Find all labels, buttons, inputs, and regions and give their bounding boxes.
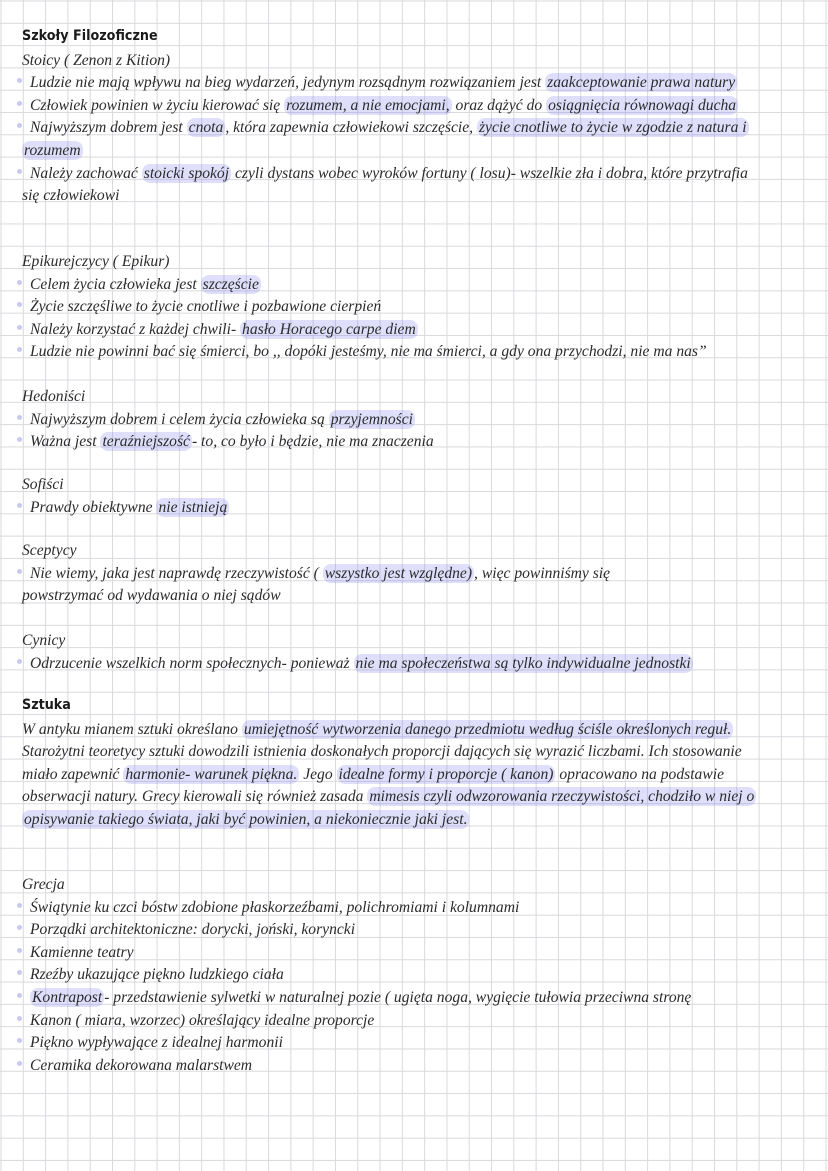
bullet-icon	[17, 325, 22, 330]
subheading	[22, 387, 85, 407]
highlighted-text: idealne formy i proporcje ( kanon)	[338, 765, 554, 783]
bullet-item	[30, 297, 381, 317]
text-segment: Grecja	[22, 876, 65, 893]
highlighted-text: wszystko jest względne)	[324, 564, 473, 582]
bullet-item	[30, 410, 415, 430]
bullet-icon	[17, 169, 22, 174]
highlighted-text: przyjemności	[330, 410, 413, 428]
highlighted-text: opisywanie takiego świata, jaki być powinien, a niekoniecznie jaki jest.	[24, 811, 468, 828]
bullet-icon	[17, 903, 22, 908]
text-segment: - przedstawienie sylwetki w naturalnej pozie ( ugięta noga, wygięcie tułowia przeciwna stronę	[104, 989, 692, 1006]
text-segment: - to, co było i będzie, nie ma znaczenia	[191, 433, 434, 451]
highlighted-text: życie cnotliwe to życie w zgodzie z natura i	[478, 119, 747, 137]
text-segment: Kanon ( miara, wzorzec) określający idealne proporcje	[30, 1011, 375, 1029]
text-segment: Należy korzystać z każdej chwili-	[30, 320, 241, 338]
text-line	[22, 141, 83, 161]
bullet-item	[30, 320, 418, 340]
highlighted-text: harmonie- warunek piękna.	[125, 765, 298, 783]
text-segment: Stoicy ( Zenon z Kition)	[22, 51, 171, 69]
bullet-icon	[17, 302, 22, 307]
bullet-icon	[17, 437, 22, 442]
text-segment: Nie wiemy, jaka jest naprawdę rzeczywistość (	[30, 564, 323, 582]
text-segment: Starożytni teoretycy sztuki dowodzili istnienia doskonałych proporcji dających się wyrazić liczbami. Ich stosowanie	[22, 743, 742, 761]
bullet-item	[30, 73, 737, 93]
text-segment: powstrzymać od wydawania o niej sądów	[22, 587, 281, 605]
text-segment: opracowano na podstawie	[555, 765, 724, 783]
text-segment: , więc powinniśmy się	[474, 564, 611, 582]
text-segment: Prawdy obiektywne	[30, 498, 157, 516]
text-segment: Ludzie nie powinni bać się śmierci, bo ,, dopóki jesteśmy, nie ma śmierci, a gdy ona przychodzi, nie ma nas”	[30, 343, 707, 361]
bullet-item	[30, 988, 691, 1008]
bullet-item	[30, 654, 693, 674]
bullet-item	[30, 943, 134, 963]
bullet-icon	[17, 280, 22, 285]
bullet-item	[30, 96, 738, 116]
text-segment: Celem życia człowieka jest	[30, 275, 201, 293]
bullet-icon	[17, 1061, 22, 1066]
bullet-icon	[17, 569, 22, 574]
section-heading: Sztuka	[22, 697, 71, 713]
text-line	[22, 586, 281, 606]
text-segment: Rzeźby ukazujące piękno ludzkiego ciała	[30, 966, 284, 984]
text-line	[22, 720, 733, 740]
text-segment: Świątynie ku czci bóstw zdobione płaskorzeźbami, polichromiami i kolumnami	[30, 898, 520, 916]
bullet-item	[30, 498, 229, 518]
text-segment: Hedoniści	[22, 388, 86, 405]
text-segment: Odrzucenie wszelkich norm społecznych- ponieważ	[30, 654, 354, 672]
section-heading: Szkoły Filozoficzne	[22, 28, 158, 44]
subheading	[22, 252, 170, 272]
text-segment: Epikurejczycy ( Epikur)	[22, 253, 170, 270]
highlighted-text: hasło Horacego carpe diem	[242, 320, 416, 338]
subheading	[22, 51, 170, 71]
bullet-item	[30, 898, 519, 918]
text-segment: się człowiekowi	[22, 187, 120, 205]
text-segment: Cynicy	[22, 632, 66, 649]
bullet-icon	[17, 659, 22, 664]
text-segment: oraz dążyć do	[451, 96, 547, 114]
bullet-icon	[17, 1038, 22, 1043]
text-segment: czyli dystans wobec wyroków fortuny ( losu)- wszelkie zła i dobra, które przytrafia	[231, 164, 748, 182]
highlighted-text: umiejętność wytworzenia danego przedmiotu według ściśle określonych reguł.	[243, 720, 732, 738]
text-line	[22, 765, 724, 785]
bullet-item	[30, 342, 707, 362]
bullet-icon	[17, 970, 22, 975]
text-segment: Kamienne teatry	[30, 943, 134, 961]
highlighted-text: zaakceptowanie prawa natury	[547, 74, 736, 92]
highlighted-text: nie ma społeczeństwa są tylko indywidualne jednostki	[355, 654, 691, 672]
text-segment: Sceptycy	[22, 542, 77, 559]
subheading	[22, 475, 64, 495]
highlighted-text: rozumem	[24, 142, 81, 159]
bullet-icon	[17, 925, 22, 930]
text-segment: obserwacji natury. Grecy kierowali się również zasada	[22, 788, 368, 806]
bullet-item	[30, 920, 355, 940]
text-segment: Piękno wypływające z idealnej harmonii	[30, 1034, 283, 1052]
highlighted-text: teraźniejszość	[102, 433, 190, 451]
bullet-item	[30, 164, 748, 184]
bullet-icon	[17, 1016, 22, 1021]
bullet-icon	[17, 503, 22, 508]
text-segment: miało zapewnić	[22, 765, 124, 783]
highlighted-text: nie istnieją	[158, 498, 228, 516]
text-segment: Człowiek powinien w życiu kierować się	[30, 96, 285, 114]
bullet-icon	[17, 415, 22, 420]
bullet-item	[30, 1033, 283, 1053]
bullet-item	[30, 564, 610, 584]
bullet-icon	[17, 123, 22, 128]
text-segment: Najwyższym dobrem i celem życia człowieka są	[30, 410, 329, 428]
text-line	[22, 810, 469, 830]
bullet-icon	[17, 993, 22, 998]
highlighted-text: stoicki spokój	[143, 164, 230, 182]
text-segment: W antyku mianem sztuki określano	[22, 720, 242, 738]
subheading	[22, 541, 77, 561]
text-segment: Najwyższym dobrem jest	[30, 119, 187, 137]
bullet-icon	[17, 948, 22, 953]
highlighted-text: szczęście	[202, 275, 259, 293]
highlighted-text: Kontrapost	[32, 989, 103, 1006]
bullet-icon	[17, 347, 22, 352]
text-segment: Życie szczęśliwe to życie cnotliwe i pozbawione cierpień	[30, 298, 382, 316]
highlighted-text: osiągnięcia równowagi ducha	[548, 96, 737, 114]
highlighted-text: mimesis czyli odwzorowania rzeczywistości, chodziło w niej o	[369, 788, 755, 806]
text-line	[22, 186, 119, 206]
text-line	[22, 787, 756, 807]
bullet-item	[30, 965, 284, 985]
text-segment: Sofiści	[22, 476, 64, 493]
text-segment: Ważna jest	[30, 433, 101, 451]
text-segment: Ludzie nie mają wpływu na bieg wydarzeń, jedynym rozsądnym rozwiązaniem jest	[30, 74, 546, 92]
bullet-icon	[17, 101, 22, 106]
subheading	[22, 875, 65, 895]
text-segment: Jego	[299, 765, 337, 783]
bullet-item	[30, 1011, 374, 1031]
text-segment: Porządki architektoniczne: dorycki, joński, koryncki	[30, 921, 356, 939]
bullet-item	[30, 275, 261, 295]
subheading	[22, 631, 65, 651]
highlighted-text: cnota	[188, 119, 224, 137]
bullet-item	[30, 432, 434, 452]
text-line	[22, 742, 742, 762]
text-segment: Należy zachować	[30, 164, 142, 182]
text-segment: , która zapewnia człowiekowi szczęście,	[225, 119, 477, 137]
bullet-item	[30, 1056, 252, 1076]
highlighted-text: rozumem, a nie emocjami,	[286, 96, 450, 114]
bullet-icon	[17, 78, 22, 83]
text-segment: Ceramika dekorowana malarstwem	[30, 1056, 253, 1074]
bullet-item	[30, 118, 749, 138]
